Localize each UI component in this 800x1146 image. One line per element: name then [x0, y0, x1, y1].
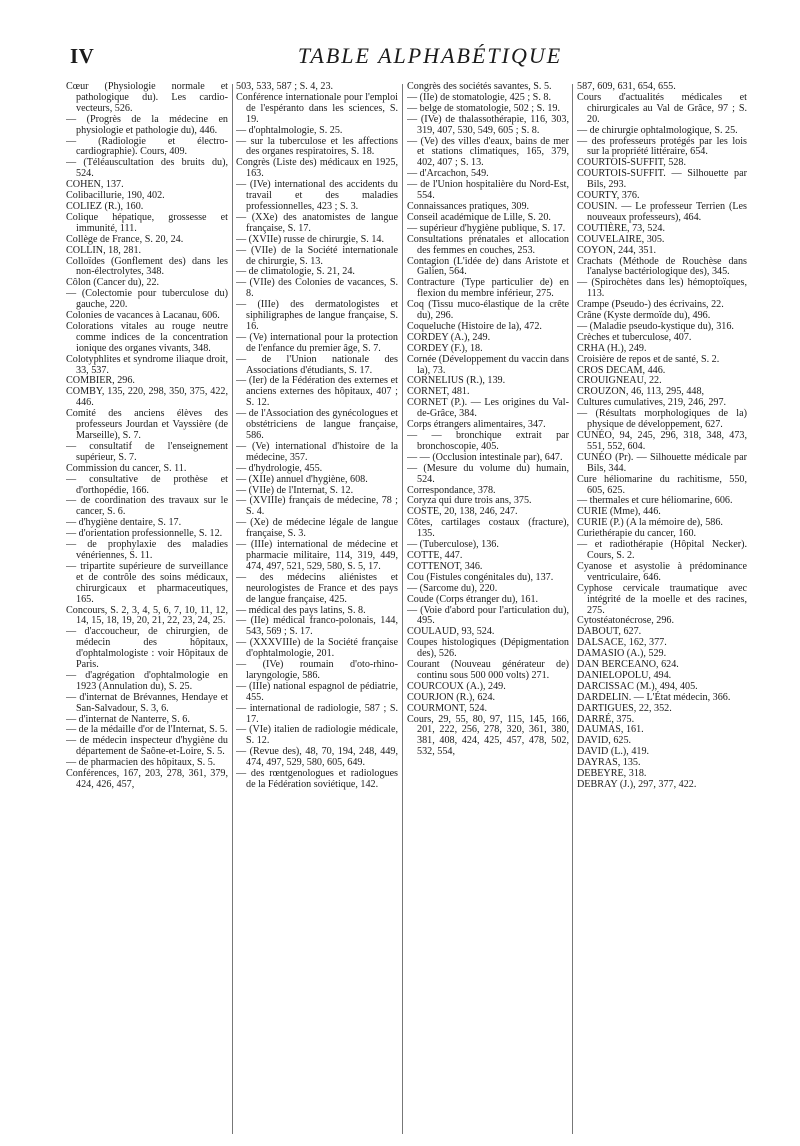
- index-entry: COSTE, 20, 138, 246, 247.: [407, 506, 518, 518]
- index-entry: — thermales et cure héliomarine, 606.: [577, 495, 733, 507]
- index-entry: — (Mesure du volume du) humain, 524.: [407, 462, 569, 485]
- index-entry: — de la médaille d'or de l'Internat, S. 5.: [66, 724, 228, 736]
- index-entry: — (IIIe) des dermatologistes et siphiligraphes de langue française, S. 16.: [236, 299, 398, 332]
- index-entry: DALSACE, 162, 377.: [577, 637, 667, 649]
- index-entry: CORNET (P.). — Les origines du Val-de-Grâce, 384.: [407, 397, 569, 420]
- index-entry: — d'orientation professionnelle, S. 12.: [66, 528, 223, 540]
- index-entry: — (Progrès de la médecine en physiologie et pathologie du), 446.: [66, 113, 228, 136]
- index-entry: — belge de stomatologie, 502 ; S. 19.: [407, 102, 560, 114]
- index-entry: COTTE, 447.: [407, 549, 463, 561]
- index-entry: Crampe (Pseudo-) des écrivains, 22.: [577, 299, 724, 311]
- index-entry: COHEN, 137.: [66, 179, 124, 191]
- index-entry: CROS DECAM, 446.: [577, 364, 666, 376]
- index-entry: — (VIe) italien de radiologie médicale, S. 12.: [236, 724, 398, 747]
- index-entry: Consultations prénatales et allocation des femmes en couches, 253.: [407, 233, 569, 256]
- index-entry: — — bronchique extrait par bronchoscopie, 405.: [407, 430, 569, 452]
- index-entry: Cyanose et asystolie à prédominance ventriculaire, 646.: [577, 560, 747, 583]
- index-entry: COULAUD, 93, 524.: [407, 626, 495, 638]
- index-entry: — (Colectomie pour tuberculose du) gauche, 220.: [66, 288, 228, 311]
- index-entry: Cou (Fistules congénitales du), 137.: [407, 571, 554, 583]
- index-entry: — d'Arcachon, 549.: [407, 168, 489, 180]
- page-number: IV: [70, 44, 95, 68]
- index-entry: Conférence internationale pour l'emploi de l'espéranto dans les sciences, S. 19.: [236, 91, 398, 125]
- index-entry: Coude (Corps étranger du), 161.: [407, 593, 539, 605]
- index-column-1: [66, 82, 228, 1138]
- index-entry: — (Ve) des villes d'eaux, bains de mer et stations climatiques, 165, 379, 402, 407 ; S. 13.: [407, 135, 569, 169]
- index-entry: — (XVIIe) russe de chirurgie, S. 14.: [236, 233, 384, 245]
- index-entry: — (Ier) de la Fédération des externes et anciens externes des hôpitaux, 407 ; S. 12.: [236, 375, 398, 409]
- index-entry: Concours, S. 2, 3, 4, 5, 6, 7, 10, 11, 12, 14, 15, 18, 19, 20, 21, 22, 23, 24, 25.: [66, 604, 228, 627]
- index-entry: — (VIIe) de l'Internat, S. 12.: [236, 484, 354, 496]
- index-entry: Colonies de vacances à Lacanau, 606.: [66, 310, 220, 322]
- index-entry: Coq (Tissu muco-élastique de la crête du), 296.: [407, 299, 569, 322]
- index-entry: — de pharmacien des hôpitaux, S. 5.: [66, 757, 216, 769]
- index-entry: COURTOIS-SUFFIT. — Silhouette par Bils, 293.: [577, 168, 747, 191]
- index-entry: — (XIIe) annuel d'hygiène, 608.: [236, 473, 368, 485]
- index-entry: Commission du cancer, S. 11.: [66, 462, 187, 474]
- index-entry: — de l'Association des gynécologues et obstétriciens de langue française, 586.: [236, 408, 398, 441]
- index-column-4: [577, 82, 747, 1138]
- page-title: TABLE ALPHABÉTIQUE: [297, 43, 563, 68]
- index-entry: — — (Occlusion intestinale par), 647.: [407, 451, 563, 463]
- index-entry: — international de radiologie, 587 ; S. 17.: [236, 702, 398, 725]
- index-entry: CRHA (H.), 249.: [577, 342, 647, 354]
- index-entry: — (Sarcome du), 220.: [407, 582, 498, 594]
- index-entry: DAYRAS, 135.: [577, 757, 641, 769]
- index-entry: COUVELAIRE, 305.: [577, 233, 665, 245]
- index-entry: Cyphose cervicale traumatique avec intégrité de la moelle et des racines, 275.: [577, 582, 747, 616]
- index-entry: — (IVe) de thalassothérapie, 116, 303, 319, 407, 530, 549, 605 ; S. 8.: [407, 113, 569, 136]
- index-entry: — (IIIe) international de médecine et pharmacie militaire, 114, 319, 449, 474, 497, 521, 529, 580, S. 5, 17.: [236, 539, 398, 572]
- index-entry: — de l'Union hospitalière du Nord-Est, 554.: [407, 179, 569, 202]
- index-entry: Cœur (Physiologie normale et pathologique du). Les cardio-vecteurs, 526.: [66, 82, 228, 114]
- index-entry: — d'hygiène dentaire, S. 17.: [66, 517, 182, 529]
- index-entry: — des professeurs protégés par les lois sur la propriété littéraire, 654.: [577, 135, 747, 158]
- index-entry: COUTIÈRE, 73, 524.: [577, 222, 666, 234]
- index-entry: COURJON (R.), 624.: [407, 691, 496, 703]
- index-entry: Cultures cumulatives, 219, 246, 297.: [577, 397, 727, 409]
- index-entry: — (IIe) de stomatologie, 425 ; S. 8.: [407, 91, 551, 103]
- index-entry: DEBRAY (J.), 297, 377, 422.: [577, 779, 697, 790]
- index-entry: Côlon (Cancer du), 22.: [66, 277, 160, 289]
- index-entry: DANIELOPOLU, 494.: [577, 669, 672, 681]
- index-entry: — d'internat de Brévannes, Hendaye et San-Salvadour, S. 3, 6.: [66, 691, 228, 714]
- index-entry: 587, 609, 631, 654, 655.: [577, 82, 676, 92]
- index-entry: Crâne (Kyste dermoïde du), 496.: [577, 310, 711, 322]
- index-entry: — (IVe) international des accidents du travail et des maladies professionnelles, 423 ; S. 3.: [236, 179, 398, 212]
- index-entry: DAN BERCEANO, 624.: [577, 659, 679, 671]
- index-entry: — de climatologie, S. 21, 24.: [236, 266, 355, 278]
- index-entry: — (Xe) de médecine légale de langue française, S. 3.: [236, 517, 398, 540]
- index-entry: Cours, 29, 55, 80, 97, 115, 145, 166, 201, 222, 256, 278, 320, 361, 380, 381, 408, 424, 425, 457, 478, 502, 532, 554,: [407, 713, 569, 758]
- index-entry: COLIEZ (R.), 160.: [66, 200, 144, 212]
- index-entry: Cytostéatonécrose, 296.: [577, 615, 675, 627]
- index-entry: — et radiothérapie (Hôpital Necker). Cours, S. 2.: [577, 539, 747, 561]
- index-entry: CORDEY (F.), 18.: [407, 342, 483, 354]
- index-entry: — de coordination des travaux sur le cancer, S. 6.: [66, 495, 228, 518]
- index-entry: COYON, 244, 351.: [577, 244, 657, 256]
- index-entry: — d'internat de Nanterre, S. 6.: [66, 713, 190, 725]
- index-entry: — (Maladie pseudo-kystique du), 316.: [577, 320, 734, 332]
- index-entry: Corps étrangers alimentaires, 347.: [407, 419, 546, 431]
- index-entry: Coupes histologiques (Dépigmentation des), 526.: [407, 637, 569, 660]
- index-entry: — médical des pays latins, S. 8.: [236, 604, 366, 616]
- index-entry: Cornée (Développement du vaccin dans la), 73.: [407, 353, 569, 376]
- column-divider: [402, 84, 403, 1134]
- index-entry: — (Téléauscultation des bruits du), 524.: [66, 157, 228, 180]
- index-entry: Crèches et tuberculose, 407.: [577, 331, 692, 343]
- index-entry: — d'agrégation d'ophtalmologie en 1923 (Annulation du), S. 25.: [66, 669, 228, 692]
- index-entry: — d'hydrologie, 455.: [236, 462, 323, 474]
- index-entry: Croisière de repos et de santé, S. 2.: [577, 353, 720, 365]
- index-entry: — (IVe) roumain d'oto-rhino-laryngologie, 586.: [236, 659, 398, 681]
- index-entry: Colique hépatique, grossesse et immunité, 111.: [66, 211, 228, 234]
- index-entry: — tripartite supérieure de surveillance et de contrôle des soins médicaux, chirurgicaux et pharmaceutiques, 165.: [66, 560, 228, 605]
- column-divider: [232, 84, 233, 1134]
- index-entry: — supérieur d'hygiène publique, S. 17.: [407, 222, 566, 234]
- index-entry: — (VIIe) de la Société internationale de chirurgie, S. 13.: [236, 244, 398, 267]
- index-entry: — (Radiologie et électro-cardiographie). Cours, 409.: [66, 135, 228, 158]
- index-entry: Courant (Nouveau générateur de) continu sous 500 000 volts) 271.: [407, 659, 569, 681]
- index-entry: CURIE (P.) (A la mémoire de), 586.: [577, 517, 723, 529]
- index-entry: — consultatif de l'enseignement supérieur, S. 7.: [66, 440, 228, 463]
- index-entry: Colotyphlites et syndrome iliaque droit, 33, 537.: [66, 353, 228, 376]
- index-entry: Collège de France, S. 20, 24.: [66, 233, 184, 245]
- index-entry: DARRÉ, 375.: [577, 713, 635, 725]
- index-entry: DARCISSAC (M.), 494, 405.: [577, 680, 698, 692]
- index-entry: COURMONT, 524.: [407, 702, 487, 714]
- index-entry: DAMASIO (A.), 529.: [577, 648, 667, 660]
- index-entry: — sur la tuberculose et les affections des organes respiratoires, S. 18.: [236, 135, 398, 158]
- index-column-2: [236, 82, 398, 1138]
- index-entry: — d'accoucheur, de chirurgien, de médecin des hôpitaux, d'ophtalmologiste : voir Hôpitaux de Paris.: [66, 626, 228, 671]
- index-entry: — de chirurgie ophtalmologique, S. 25.: [577, 124, 738, 136]
- index-entry: — (Spirochètes dans les) hémoptoïques, 113.: [577, 277, 747, 300]
- index-entry: CORNET, 481.: [407, 386, 470, 398]
- index-columns: [66, 82, 772, 1142]
- index-entry: — (Ve) international pour la protection de l'enfance du premier âge, S. 7.: [236, 331, 398, 354]
- index-entry: — (VIIe) des Colonies de vacances, S. 8.: [236, 277, 398, 300]
- index-entry: — (Tuberculose), 136.: [407, 539, 499, 551]
- index-entry: Côtes, cartilages costaux (fracture), 135.: [407, 517, 569, 540]
- index-entry: CUNÉO, 94, 245, 296, 318, 348, 473, 551, 552, 604.: [577, 430, 747, 452]
- index-entry: Contagion (L'idée de) dans Aristote et Galien, 564.: [407, 255, 569, 278]
- index-entry: DARTIGUES, 22, 352.: [577, 702, 672, 714]
- index-entry: Colibacillurie, 190, 402.: [66, 190, 165, 202]
- index-entry: — (XXXVIIIe) de la Société française d'ophtalmologie, 201.: [236, 637, 398, 660]
- index-entry: Correspondance, 378.: [407, 484, 496, 496]
- index-entry: Crachats (Méthode de Rouchèse dans l'analyse bactériologique des), 345.: [577, 255, 747, 278]
- index-entry: Curiethérapie du cancer, 160.: [577, 528, 697, 540]
- index-entry: DAVID (L.), 419.: [577, 746, 650, 758]
- index-entry: COLLIN, 18, 281.: [66, 244, 142, 256]
- index-entry: Congrès (Liste des) médicaux en 1925, 163.: [236, 157, 398, 180]
- index-entry: DARDELIN. — L'État médecin, 366.: [577, 691, 731, 703]
- index-entry: CORNELIUS (R.), 139.: [407, 375, 506, 387]
- index-entry: — (XVIIIe) français de médecine, 78 ; S. 4.: [236, 495, 398, 518]
- index-entry: DEBEYRE, 318.: [577, 768, 647, 780]
- index-entry: — des médecins aliénistes et neurologistes de France et des pays de langue française, 425.: [236, 571, 398, 605]
- index-entry: — (Revue des), 48, 70, 194, 248, 449, 474, 497, 529, 580, 605, 649.: [236, 746, 398, 769]
- index-entry: — (Voie d'abord pour l'articulation du), 495.: [407, 604, 569, 627]
- index-entry: — de prophylaxie des maladies vénériennes, S. 11.: [66, 539, 228, 561]
- index-entry: — des rœntgenologues et radiologues de la Fédération soviétique, 142.: [236, 768, 398, 790]
- index-entry: Congrès des sociétés savantes, S. 5.: [407, 82, 552, 92]
- index-entry: COURTY, 376.: [577, 190, 640, 202]
- index-entry: CROUZON, 46, 113, 295, 448,: [577, 386, 705, 398]
- index-entry: CROUIGNEAU, 22.: [577, 375, 662, 387]
- column-divider: [572, 84, 573, 1134]
- index-entry: Colloïdes (Gonflement des) dans les non-électrolytes, 348.: [66, 255, 228, 278]
- index-entry: — (IIIe) national espagnol de pédiatrie, 455.: [236, 680, 398, 703]
- index-entry: DAVID, 625.: [577, 735, 632, 747]
- index-entry: CORDEY (A.), 249.: [407, 331, 491, 343]
- index-entry: — (XXe) des anatomistes de langue française, S. 17.: [236, 211, 398, 234]
- index-entry: Conseil académique de Lille, S. 20.: [407, 211, 551, 223]
- index-entry: CUNÉO (Pr). — Silhouette médicale par Bils, 344.: [577, 451, 747, 474]
- index-entry: COMBIER, 296.: [66, 375, 135, 387]
- index-entry: — de médecin inspecteur d'hygiène du département de Saône-et-Loire, S. 5.: [66, 735, 228, 758]
- index-entry: COURCOUX (A.), 249.: [407, 680, 506, 692]
- index-entry: Comité des anciens élèves des professeurs Jourdan et Vayssière (de Marseille), S. 7.: [66, 408, 228, 441]
- index-entry: 503, 533, 587 ; S. 4, 23.: [236, 82, 334, 92]
- index-entry: DAUMAS, 161.: [577, 724, 644, 736]
- index-entry: DABOUT, 627.: [577, 626, 642, 638]
- index-entry: — consultative de prothèse et d'orthopédie, 166.: [66, 473, 228, 496]
- index-entry: COTTENOT, 346.: [407, 560, 483, 572]
- index-entry: COUSIN. — Le professeur Terrien (Les nouveaux professeurs), 464.: [577, 200, 747, 223]
- index-entry: — d'ophtalmologie, S. 25.: [236, 124, 343, 136]
- index-entry: — (Ve) international d'histoire de la médecine, 357.: [236, 440, 398, 463]
- index-entry: Coqueluche (Histoire de la), 472.: [407, 320, 542, 332]
- index-entry: — (Résultats morphologiques de la) physique de développement, 627.: [577, 408, 747, 431]
- index-entry: — de l'Union nationale des Associations d'étudiants, S. 17.: [236, 353, 398, 376]
- index-entry: COURTOIS-SUFFIT, 528.: [577, 157, 686, 169]
- index-entry: COMBY, 135, 220, 298, 350, 375, 422, 446.: [66, 386, 228, 409]
- index-entry: Cure héliomarine du rachitisme, 550, 605, 625.: [577, 473, 747, 496]
- index-entry: Contracture (Type particulier de) en flexion du membre inférieur, 275.: [407, 277, 569, 300]
- index-column-3: [407, 82, 569, 1138]
- index-entry: Colorations vitales au rouge neutre comme indices de la concentration ionique des organes vivants, 348.: [66, 320, 228, 354]
- index-entry: Connaissances pratiques, 309.: [407, 200, 530, 212]
- index-entry: — (IIe) médical franco-polonais, 144, 543, 569 ; S. 17.: [236, 615, 398, 638]
- index-entry: Coryza qui dure trois ans, 375.: [407, 495, 532, 507]
- index-entry: Conférences, 167, 203, 278, 361, 379, 424, 426, 457,: [66, 768, 228, 790]
- index-entry: CURIE (Mme), 446.: [577, 506, 661, 518]
- index-entry: Cours d'actualités médicales et chirurgicales au Val de Grâce, 97 ; S. 20.: [577, 91, 747, 125]
